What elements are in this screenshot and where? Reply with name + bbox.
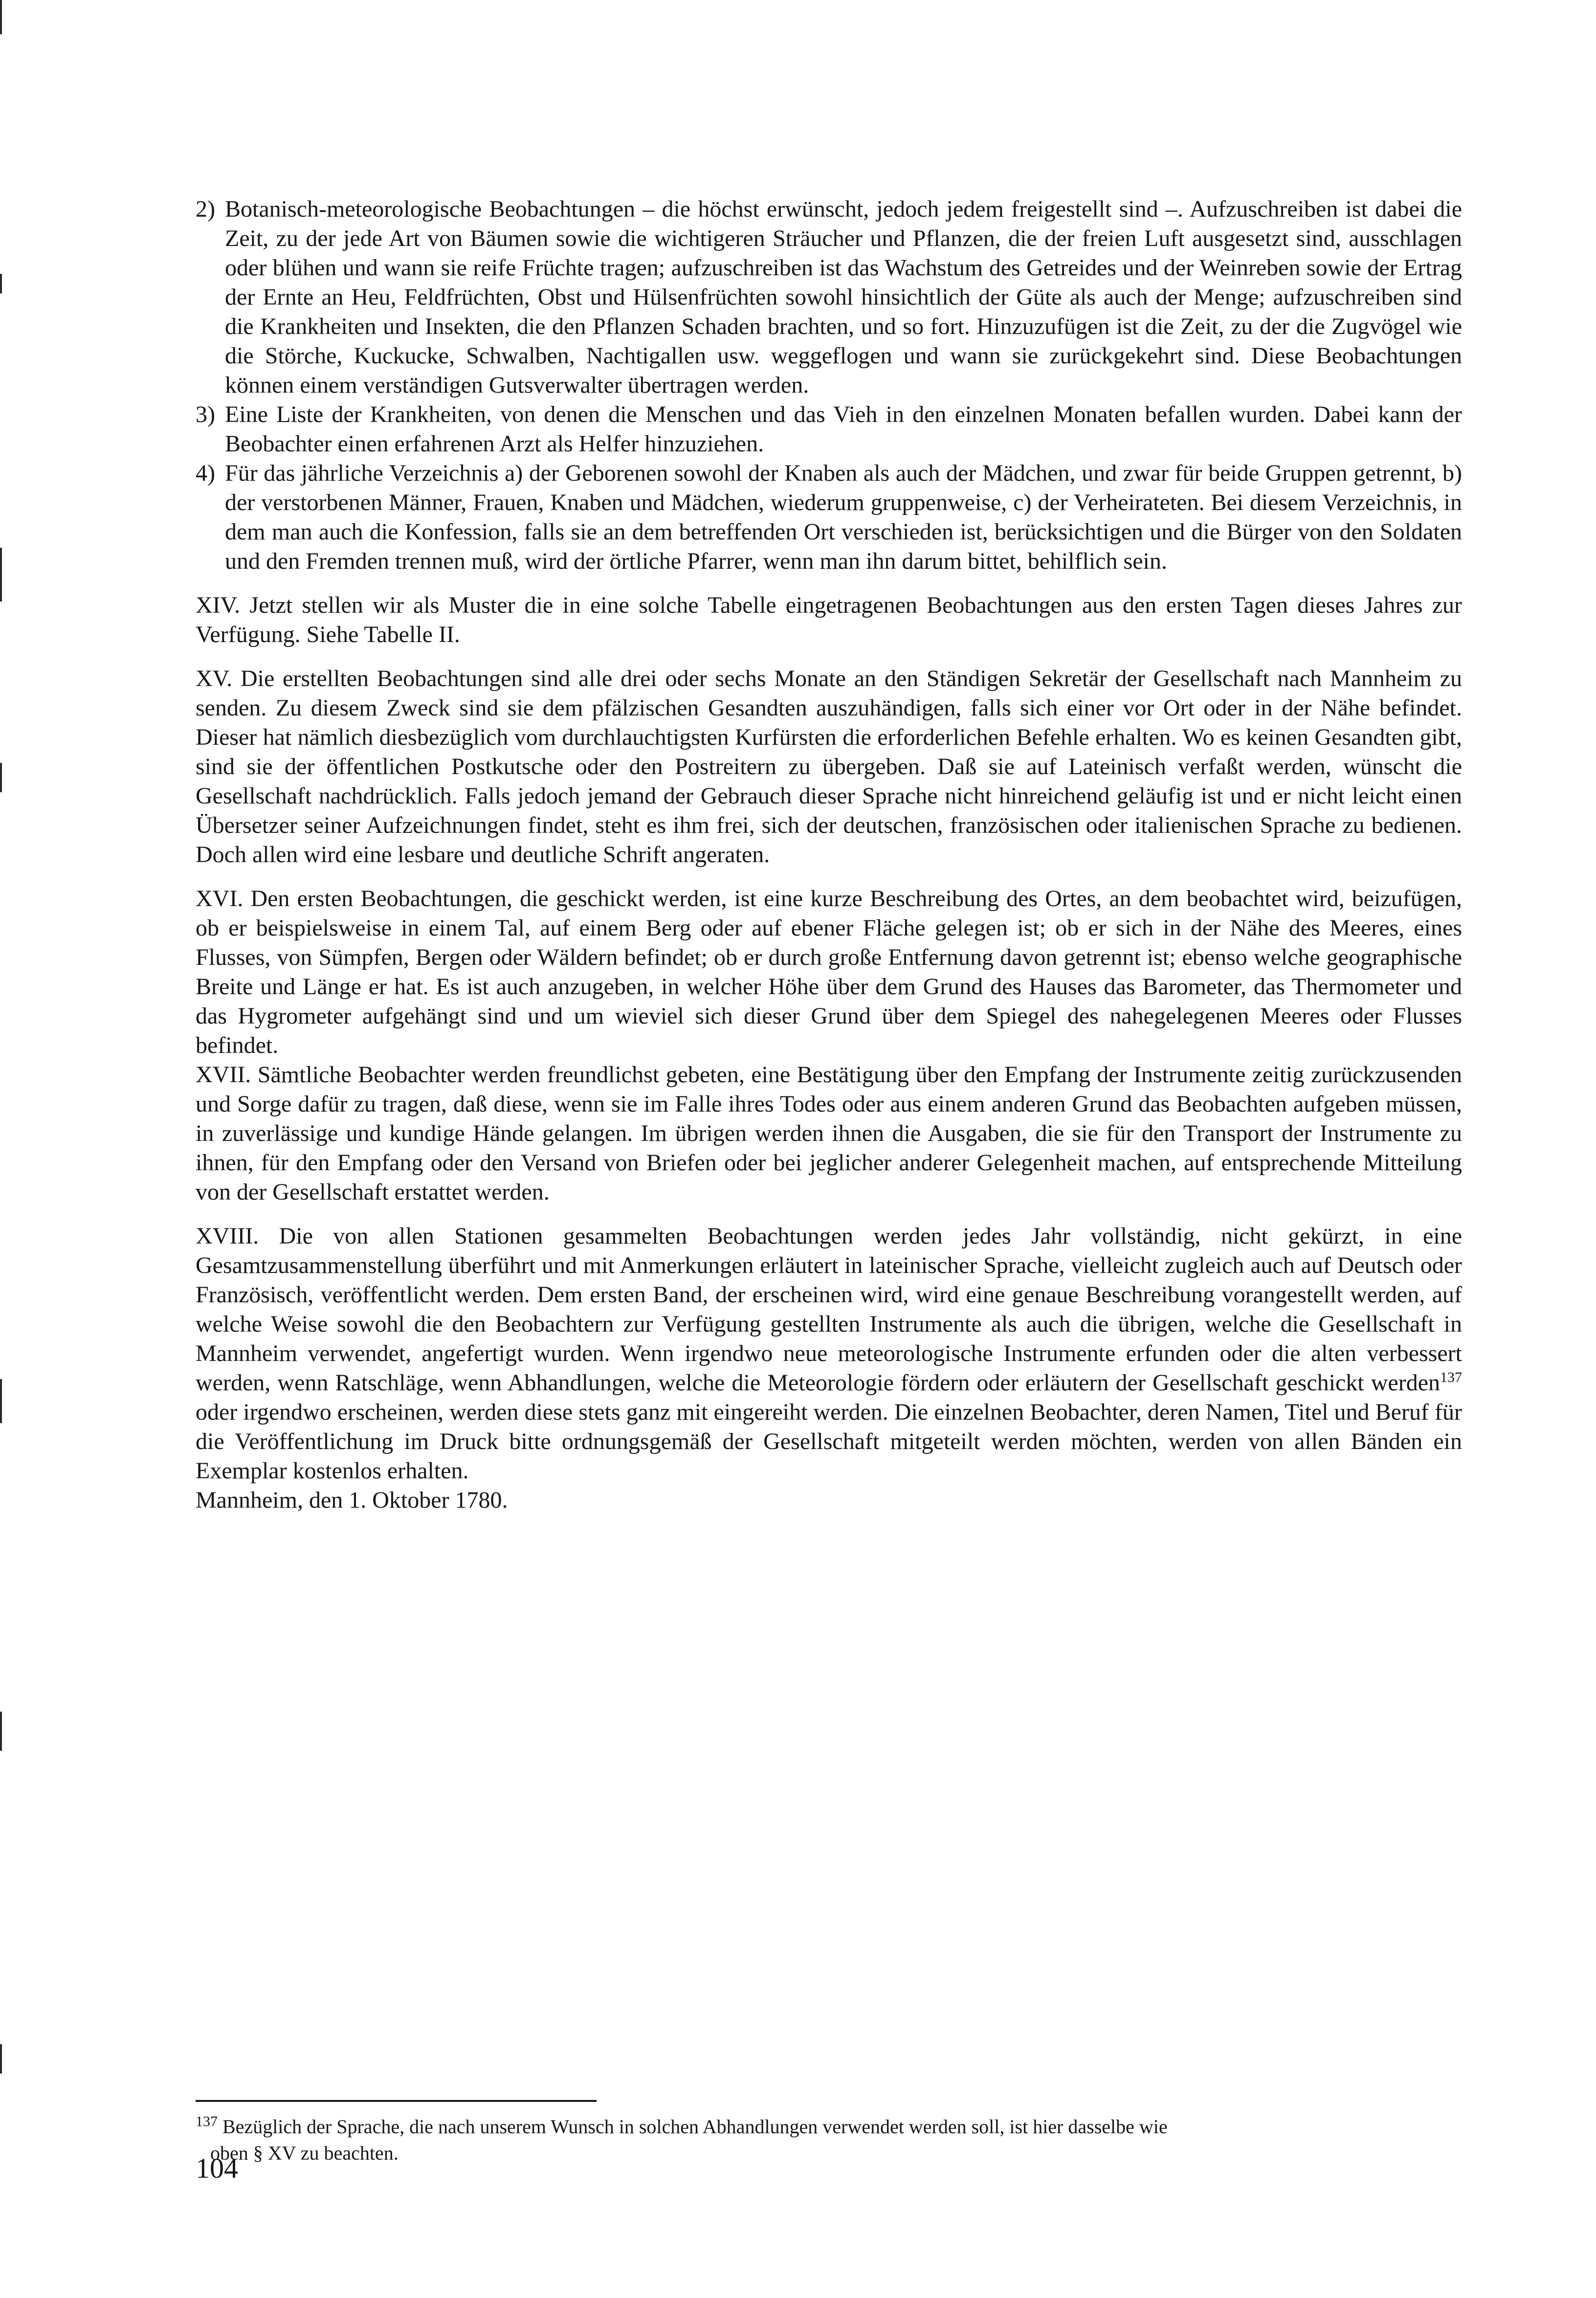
list-item-text: Für das jährliche Verzeichnis a) der Geborenen sowohl der Knaben als auch der Mädchen, und zwar für beide Gruppen getrennt, b) der verstorbenen Männer, Frauen, Knaben und Mädchen, wiederum gruppenweise, c) der Verheirateten. Bei diesem Verzeichnis, in dem man auch die Konfession, falls sie an dem betreffenden Ort verschieden ist, berücksichtigen und die Bürger von den Soldaten und den Fremden trennen muß, wird der örtliche Pfarrer, wenn man ihn darum bittet, behilflich sein. bbox=[225, 460, 1462, 574]
section-xiv: XIV. Jetzt stellen wir als Muster die in eine solche Tabelle eingetragenen Beobachtungen aus den ersten Tagen dieses Jahres zur Verfügung. Siehe Tabelle II. bbox=[196, 592, 1462, 647]
list-item bbox=[196, 195, 1462, 400]
page-number: 104 bbox=[196, 2152, 238, 2184]
list-item bbox=[196, 459, 1462, 576]
section-xvii: XVII. Sämtliche Beobachter werden freundlichst gebeten, eine Bestätigung über den Empfang der Instrumente zeitig zurückzusenden und Sorge dafür zu tragen, daß diese, wenn sie im Falle ihres Todes oder aus einem anderen Grund das Beobachten aufgeben müssen, in zuverlässige und kundige Hände gelangen. Im übrigen werden ihnen die Ausgaben, die sie für den Transport der Instrumente zu ihnen, für den Empfang oder den Versand von Briefen oder bei jeglicher anderer Gelegenheit machen, auf entsprechende Mitteilung von der Gesellschaft erstattet werden. bbox=[196, 1062, 1462, 1205]
footnote-divider bbox=[196, 2100, 597, 2102]
footnote-reference: 137 bbox=[1440, 1369, 1462, 1385]
list-item-number: 2) bbox=[196, 196, 215, 222]
main-text bbox=[196, 195, 1462, 1515]
footnote-text-cont: oben § XV zu beachten. bbox=[210, 2142, 399, 2164]
scan-edge-mark bbox=[0, 548, 2, 602]
list-item bbox=[196, 400, 1462, 459]
scan-edge-mark bbox=[0, 2044, 2, 2074]
footnote-number: 137 bbox=[196, 2113, 218, 2130]
footnote-text: Bezüglich der Sprache, die nach unserem Wunsch in solchen Abhandlungen verwendet werden soll, ist hier dasselbe wie bbox=[222, 2116, 1168, 2138]
list-item-text: Botanisch-meteorologische Beobachtungen – die höchst erwünscht, jedoch jedem freigestellt sind –. Aufzuschreiben ist dabei die Zeit, zu der jede Art von Bäumen sowie die wichtigeren Sträucher und Pflanzen, die der freien Luft ausgesetzt sind, ausschlagen oder blühen und wann sie reife Früchte tragen; aufzuschreiben ist das Wachstum des Getreides und der Weinreben sowie der Ertrag der Ernte an Heu, Feldfrüchten, Obst und Hülsenfrüchten sowohl hinsichtlich der Güte als auch der Menge; aufzuschreiben sind die Krankheiten und Insekten, die den Pflanzen Schaden brachten, und so fort. Hinzuzufügen ist die Zeit, zu der die Zugvögel wie die Störche, Kuckucke, Schwalben, Nachtigallen usw. weggeflogen und wann sie zurückgekehrt sind. Diese Beobachtungen können einem verständigen Gutsverwalter übertragen werden. bbox=[225, 196, 1462, 398]
footnote bbox=[196, 2114, 1462, 2166]
closing-date: Mannheim, den 1. Oktober 1780. bbox=[196, 1487, 508, 1513]
section-xv: XV. Die erstellten Beobachtungen sind alle drei oder sechs Monate an den Ständigen Sekretär der Gesellschaft nach Mannheim zu senden. Zu diesem Zweck sind sie dem pfälzischen Gesandten auszuhändigen, falls sich einer vor Ort oder in der Nähe befindet. Dieser hat nämlich diesbezüglich vom durchlauchtigsten Kurfürsten die erforderlichen Befehle erhalten. Wo es keinen Gesandten gibt, sind sie der öffentlichen Postkutsche oder den Postreitern zu übergeben. Daß sie auf Lateinisch verfaßt werden, wünscht die Gesellschaft nachdrücklich. Falls jedoch jemand der Gebrauch dieser Sprache nicht hinreichend geläufig ist und er nicht leicht einen Übersetzer seiner Aufzeichnungen findet, steht es ihm frei, sich der deutschen, französischen oder italienischen Sprache zu bedienen. Doch allen wird eine lesbare und deutliche Schrift angeraten. bbox=[196, 666, 1462, 868]
scan-edge-mark bbox=[0, 763, 2, 792]
scan-edge-mark bbox=[0, 0, 2, 34]
list-item-text: Eine Liste der Krankheiten, von denen die Menschen und das Vieh in den einzelnen Monaten befallen wurden. Dabei kann der Beobachter einen erfahrenen Arzt als Helfer hinzuziehen. bbox=[225, 402, 1462, 457]
section-xviii-text-cont: oder irgendwo erscheinen, werden diese stets ganz mit eingereiht werden. Die einzelnen Beobachter, deren Namen, Titel und Beruf für die Veröffentlichung im Druck bitte ordnungsgemäß der Gesellschaft mitgeteilt werden möchten, werden von allen Bänden ein Exemplar kostenlos erhalten. bbox=[196, 1399, 1462, 1484]
scan-edge-mark bbox=[0, 274, 2, 293]
scan-edge-mark bbox=[0, 1379, 2, 1423]
section-xviii bbox=[196, 1222, 1462, 1486]
section-xviii-text: XVIII. Die von allen Stationen gesammelten Beobachtungen werden jedes Jahr vollständig, nicht gekürzt, in eine Gesamtzusammenstellung überführt und mit Anmerkungen erläutert in lateinischer Sprache, vielleicht zugleich auch auf Deutsch oder Französisch, veröffentlicht werden. Dem ersten Band, der erscheinen wird, wird eine genaue Beschreibung vorangestellt werden, auf welche Weise sowohl die den Beobachtern zur Verfügung gestellten Instrumente als auch die übrigen, welche die Gesellschaft in Mannheim verwendet, angefertigt wurden. Wenn irgendwo neue meteorologische Instrumente erfunden oder die alten verbessert werden, wenn Ratschläge, wenn Abhandlungen, welche die Meteorologie fördern oder erläutern der Gesellschaft geschickt werden bbox=[196, 1223, 1462, 1396]
list-item-number: 3) bbox=[196, 402, 215, 427]
list-item-number: 4) bbox=[196, 460, 215, 486]
footnote-line bbox=[196, 2114, 1462, 2140]
scan-edge-mark bbox=[0, 1712, 2, 1751]
section-xvi: XVI. Den ersten Beobachtungen, die geschickt werden, ist eine kurze Beschreibung des Ortes, an dem beobachtet wird, beizufügen, ob er beispielsweise in einem Tal, auf einem Berg oder auf ebener Fläche gelegen ist; ob er sich in der Nähe des Meeres, eines Flusses, von Sümpfen, Bergen oder Wäldern befindet; ob er durch große Entfernung davon getrennt ist; ebenso welche geographische Breite und Länge er hat. Es ist auch anzugeben, in welcher Höhe über dem Grund des Hauses das Barometer, das Thermometer und das Hygrometer aufgehängt sind und um wieviel sich dieser Grund über dem Spiegel des nahegelegenen Meeres oder Flusses befindet. bbox=[196, 886, 1462, 1058]
